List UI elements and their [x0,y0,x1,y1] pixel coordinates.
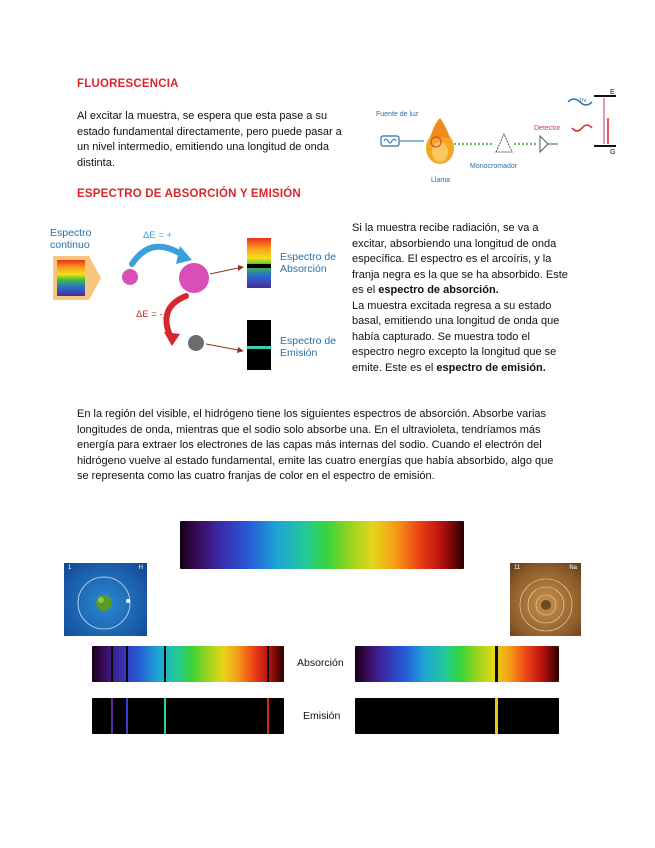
excited-level-label: E [610,89,615,96]
sodium-absorption-spectrum [355,646,559,682]
sodium-emission-spectrum [355,698,559,734]
hydrogen-symbol: H [138,565,143,571]
fluorescence-heading: FLUORESCENCIA [77,78,179,90]
flame-label: Llama [431,177,451,184]
absorption-spectrum-label: Espectro de Absorción [280,251,337,275]
monochromator-label: Monocromador [470,163,518,170]
ground-state-particle [122,269,138,285]
hydrogen-atom-tile [64,563,147,636]
sodium-atomic-number: 11 [514,565,521,571]
hydrogen-text: En la región del visible, el hidrógeno tiene los siguientes espectros de absorción. Absorbe varias longitudes de onda, mientras que el sodio solo absorbe una. En el ultravioleta, tendríamos más energía para extraer los electrones de las capas más internas del sodio. Cuando el electrón del hidrógeno vuelve al estado fundamental, emite las cuatro energías que había absorbido, algo que se representa como las cuatro franjas de color en el espectro de emisión. [77,408,554,482]
continuous-spectrum-label: Espectro continuo [50,227,92,251]
light-source-label: Fuente de luz [376,111,419,118]
hv-label: hν [580,98,587,104]
detector-label: Detector [534,125,561,132]
continuous-spectrum-large [180,521,464,569]
lamp-icon [381,136,424,146]
emission-label: Emisión [303,710,341,722]
absorption-emission-heading: ESPECTRO DE ABSORCIÓN Y EMISIÓN [77,188,301,200]
delta-e-plus-label: ΔE = + [143,230,173,241]
small-emission-spectrum [247,320,271,370]
delta-e-minus-label: ΔE = - [136,309,163,320]
flame-icon [426,118,454,164]
fluorescence-diagram [376,88,620,188]
sodium-atom-tile [510,563,581,636]
hydrogen-absorption-spectrum [92,646,284,682]
absorption-label: Absorción [297,657,344,669]
hydrogen-atomic-number: 1 [68,565,72,571]
fluorescence-text: Al excitar la muestra, se espera que esta pase a su estado fundamental directamente, pero puede pasar a un nivel intermedio, emitiendo una longitud de onda distinta. [77,110,342,169]
emission-spectrum-label: Espectro de Emisión [280,335,337,359]
excited-state-particle [179,263,209,293]
ground-level-label: G [610,149,616,156]
detector-icon [540,136,558,152]
relaxed-state-particle [188,335,204,351]
hydrogen-emission-spectrum [92,698,284,734]
continuous-spectrum-icon [53,256,101,300]
sodium-symbol: Na [569,565,577,571]
monochromator-icon [496,134,512,152]
energy-level-icon [568,96,616,146]
small-absorption-spectrum [247,238,271,288]
absorption-emission-text: Si la muestra recibe radiación, se va a excitar, absorbiendo una longitud de onda específica. El espectro es el arcoíris, y la franja negra es la que se ha absorbido. Este es el espectro de absorción. La muestra excitada regresa a su estado basal, emitiendo una longitud de onda que había capturado. Se muestra todo el espectro negro excepto la longitud que se emite. Este es el espectro de emisión. [352,222,568,374]
